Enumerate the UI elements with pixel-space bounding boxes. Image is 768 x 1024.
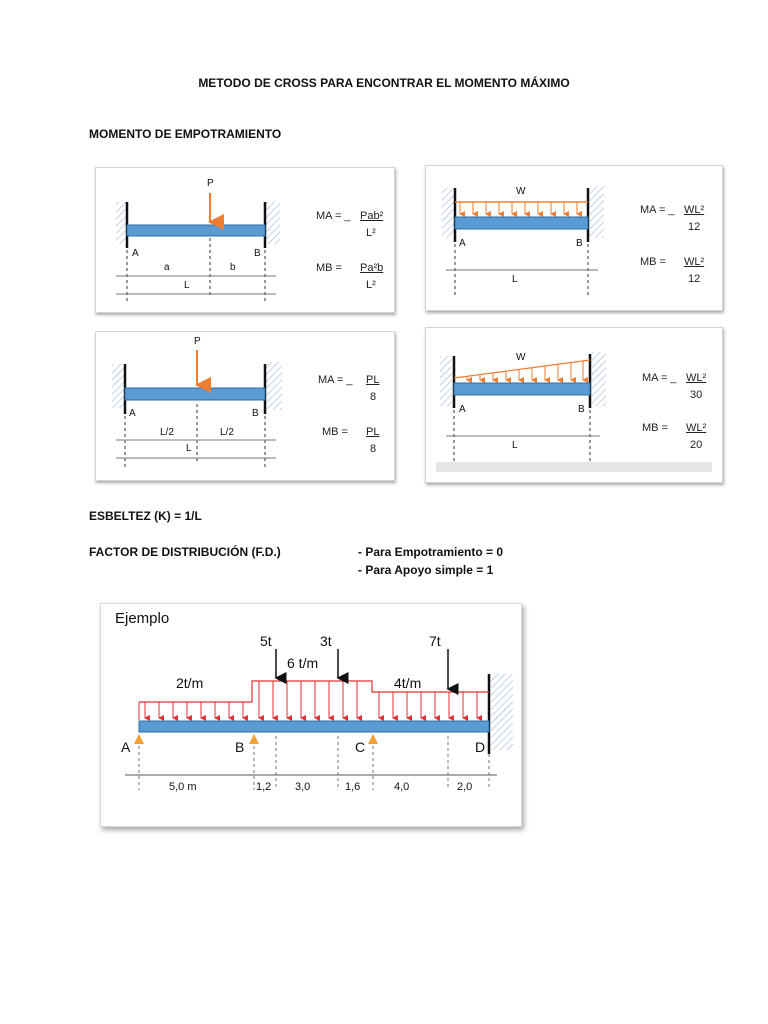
load-label-2tm: 2t/m xyxy=(176,675,204,691)
load-label-6tm: 6 t/m xyxy=(287,655,319,671)
beam-diagram-point-load-mid xyxy=(96,332,394,480)
figure-card-point-load-ab xyxy=(95,167,395,313)
formula-denominator: L² xyxy=(366,227,376,239)
formula-numerator: WL² xyxy=(686,422,707,434)
node-label-c: C xyxy=(355,739,366,755)
dim-label: 3,0 xyxy=(295,781,311,793)
formula-lhs: MB = xyxy=(642,422,668,434)
formula-lhs: MA = _ xyxy=(640,204,675,216)
node-label-a: A xyxy=(121,739,131,755)
formula-denominator: L² xyxy=(366,279,376,291)
example-figure xyxy=(100,603,522,827)
load-label-p: P xyxy=(207,178,214,189)
load-label-w: W xyxy=(516,352,526,363)
load-label-5t: 5t xyxy=(260,633,272,649)
formula-lhs: MA = _ xyxy=(316,210,351,222)
beam-diagram-point-load-ab xyxy=(96,168,394,312)
formula-denominator: 12 xyxy=(688,221,701,233)
dim-label-half-right: L/2 xyxy=(220,427,234,438)
dim-label-l: L xyxy=(512,274,518,285)
dim-label: 1,6 xyxy=(345,781,361,793)
load-label-w: W xyxy=(516,186,526,197)
node-label-b: B xyxy=(235,739,245,755)
node-label-d: D xyxy=(475,739,486,755)
formula-numerator: WL² xyxy=(684,204,705,216)
load-label-4tm: 4t/m xyxy=(394,675,422,691)
section-heading-empotramiento: MOMENTO DE EMPOTRAMIENTO xyxy=(89,127,282,141)
formula-lhs: MA = _ xyxy=(318,374,353,386)
formula-numerator: PL xyxy=(366,374,380,386)
formula-lhs: MB = xyxy=(640,256,666,268)
load-label-p: P xyxy=(194,336,201,347)
load-label-7t: 7t xyxy=(429,633,441,649)
formula-numerator: PL xyxy=(366,426,380,438)
figure-card-point-load-mid xyxy=(95,331,395,481)
formula-denominator: 12 xyxy=(688,273,701,285)
dim-label: 4,0 xyxy=(394,781,410,793)
dim-label: 2,0 xyxy=(457,781,473,793)
page-title: METODO DE CROSS PARA ENCONTRAR EL MOMENTO MÁXIMO xyxy=(198,76,570,90)
formula-numerator: Pa²b xyxy=(360,262,384,274)
factor-item-apoyo-simple: - Para Apoyo simple = 1 xyxy=(358,563,494,577)
dim-label-b: b xyxy=(230,262,236,273)
node-label-b: B xyxy=(578,404,585,415)
esbeltez-line: ESBELTEZ (K) = 1/L xyxy=(89,509,202,523)
dim-label-half-left: L/2 xyxy=(160,427,174,438)
beam-diagram-triangular-load xyxy=(426,328,722,482)
formula-numerator: Pab² xyxy=(360,210,384,222)
formula-denominator: 8 xyxy=(370,443,377,455)
node-label-a: A xyxy=(459,238,466,249)
beam-diagram-uniform-load xyxy=(426,166,722,310)
formula-lhs: MA = _ xyxy=(642,372,677,384)
load-label-3t: 3t xyxy=(320,633,332,649)
factor-item-empotramiento: - Para Empotramiento = 0 xyxy=(358,545,504,559)
node-label-b: B xyxy=(576,238,583,249)
formula-denominator: 30 xyxy=(690,389,703,401)
node-label-a: A xyxy=(132,248,139,259)
formula-numerator: WL² xyxy=(684,256,705,268)
node-label-b: B xyxy=(252,408,259,419)
dim-label-l: L xyxy=(512,440,518,451)
figure-card-uniform-load xyxy=(425,165,723,311)
dim-label: 5,0 m xyxy=(169,781,197,793)
formula-denominator: 8 xyxy=(370,391,377,403)
node-label-b: B xyxy=(254,248,261,259)
dim-label: 1,2 xyxy=(256,781,272,793)
factor-distribucion-label: FACTOR DE DISTRIBUCIÓN (F.D.) xyxy=(89,545,281,559)
formula-lhs: MB = xyxy=(322,426,348,438)
dim-label-l: L xyxy=(184,280,190,291)
dim-label-a: a xyxy=(164,262,170,273)
formula-denominator: 20 xyxy=(690,439,703,451)
formula-lhs: MB = xyxy=(316,262,342,274)
example-title: Ejemplo xyxy=(115,610,170,627)
node-label-a: A xyxy=(129,408,136,419)
node-label-a: A xyxy=(459,404,466,415)
figure-card-triangular-load xyxy=(425,327,723,483)
dim-label-l: L xyxy=(186,443,192,454)
formula-numerator: WL² xyxy=(686,372,707,384)
